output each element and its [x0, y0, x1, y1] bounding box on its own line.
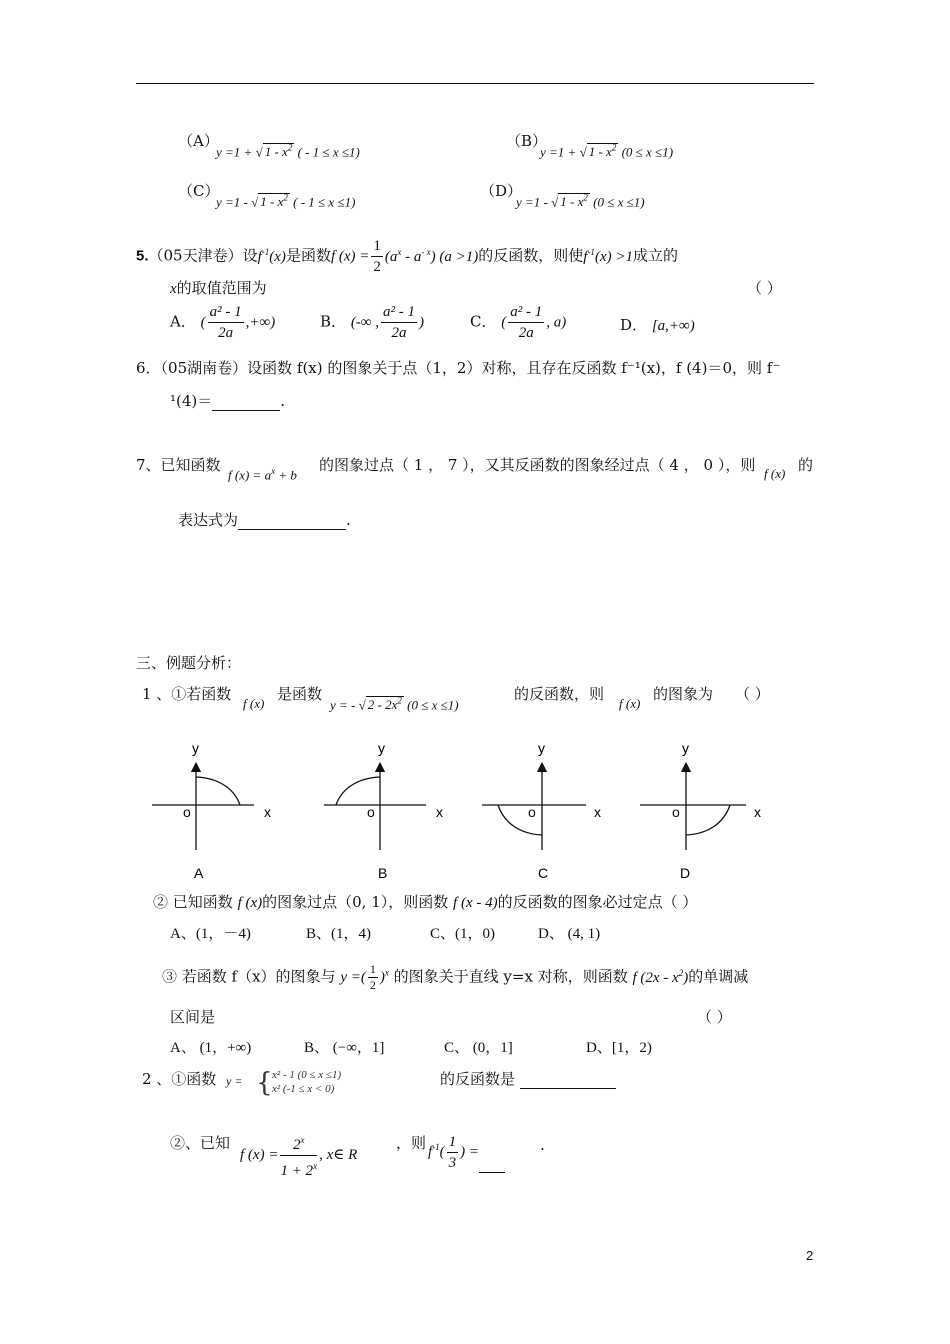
- q7-formula: [228, 466, 297, 483]
- q7-fx: f (x): [764, 466, 786, 481]
- q5-option-a: [170, 302, 275, 343]
- graph-label: B: [378, 865, 388, 881]
- fraction: [280, 1130, 317, 1181]
- pre: (: [439, 1143, 445, 1160]
- s3-q1-text2: 是函数: [277, 685, 323, 703]
- label: D．: [620, 316, 648, 334]
- domain: (0 ≤ x ≤1): [593, 194, 645, 210]
- radicand: 1 - x: [588, 144, 612, 160]
- formula: + b: [275, 467, 297, 483]
- var: x: [170, 281, 177, 297]
- option-label: （A）: [178, 132, 219, 150]
- s3-q22-formula: [240, 1130, 357, 1181]
- denominator: 2a: [391, 325, 407, 341]
- graph-d: [640, 740, 761, 881]
- sup: x: [384, 967, 389, 978]
- s3-q21-y: y =: [226, 1074, 243, 1088]
- graph-label: A: [194, 865, 204, 881]
- s3-q22-end: .: [540, 1136, 545, 1154]
- radicand: 1 - x: [560, 194, 584, 210]
- post: , a): [546, 314, 567, 331]
- domain: ( - 1 ≤ x ≤1): [297, 144, 360, 160]
- q7-line1: [136, 454, 221, 475]
- graph-c: [482, 740, 601, 881]
- question-number: 5.: [136, 247, 149, 265]
- radicand: 2 - 2x: [367, 697, 398, 713]
- s3-q3-line2: 区间是: [170, 1008, 216, 1026]
- text: 表达式为: [178, 511, 239, 529]
- radicand: 1 - x: [264, 144, 288, 160]
- numerator: 1: [369, 962, 376, 976]
- pre: (: [200, 314, 206, 331]
- formula: y =1 +: [540, 144, 580, 160]
- sup: -1: [587, 246, 595, 257]
- y-label: y: [378, 740, 385, 756]
- option-label: （B）: [506, 132, 548, 150]
- q4-option-a: [178, 130, 219, 151]
- domain: ( - 1 ≤ x ≤1): [293, 194, 356, 210]
- s3-q1-text4: 的图象为: [653, 685, 714, 703]
- answer-paren: （ ）: [747, 279, 782, 297]
- origin-label: o: [367, 804, 375, 820]
- x-label: x: [436, 804, 443, 820]
- s3-q22-text: ②、已知: [170, 1134, 231, 1152]
- formula: y =1 -: [216, 194, 252, 210]
- s3-q1-fx: f (x): [243, 696, 265, 711]
- q5-option-b: [320, 302, 424, 343]
- pre: (-∞ ,: [350, 314, 379, 331]
- formula: y = -: [330, 697, 359, 713]
- sup: - x: [421, 246, 431, 257]
- exp: 2: [583, 193, 588, 203]
- answer-blank[interactable]: [212, 394, 280, 411]
- label: A．: [170, 312, 196, 331]
- q5-option-d: [620, 314, 695, 335]
- s3-q1-text3: 的反函数，则: [514, 685, 605, 703]
- sup: 2: [678, 967, 684, 978]
- text: 的单调减: [688, 967, 749, 986]
- formula: ): [683, 969, 689, 986]
- exp: 2: [397, 696, 402, 706]
- q4-option-d-formula: y =1 - √ $1 - x^2$ (0 ≤ x ≤1): [516, 193, 645, 210]
- s3-q21-text: 2 、①函数: [142, 1070, 217, 1088]
- denominator: 1 + 2: [280, 1163, 314, 1179]
- s3-q2-option-a: A、(1，－4): [170, 926, 251, 942]
- formula: y =1 -: [516, 194, 552, 210]
- fx: f (x): [237, 895, 263, 911]
- q4-option-a-formula: y =1 + √ $1 - x^2$ ( - 1 ≤ x ≤1): [216, 143, 360, 160]
- origin-label: o: [183, 804, 191, 820]
- radicand: 1 - x: [260, 194, 284, 210]
- q4-option-c-formula: y =1 - √ $1 - x^2$ ( - 1 ≤ x ≤1): [216, 193, 356, 210]
- s3-q21-case1: x² - 1 (0 ≤ x ≤1): [272, 1069, 342, 1081]
- origin-label: o: [528, 804, 536, 820]
- text: 的反函数，则使: [478, 246, 584, 265]
- end: .: [280, 392, 286, 410]
- third-fraction: [447, 1132, 459, 1173]
- post: ): [419, 314, 424, 331]
- numerator: a² - 1: [381, 302, 417, 323]
- s3-q21-case2: x² (-1 ≤ x < 0): [272, 1083, 335, 1095]
- answer-blank[interactable]: [479, 1156, 505, 1173]
- half-fraction: [368, 962, 378, 993]
- formula: y =(: [340, 969, 366, 986]
- y-label: y: [192, 740, 199, 756]
- x-label: x: [754, 804, 761, 820]
- f: f: [428, 1143, 433, 1160]
- text: 的取值范围为: [176, 279, 267, 297]
- formula: ): [379, 969, 385, 986]
- q6-line1: 6．（05湖南卷）设函数 f(x) 的图象关于点（1，2）对称，且存在反函数 f⁻¹(x)，f (4)＝0，则 f⁻: [136, 359, 781, 377]
- origin-label: o: [672, 804, 680, 820]
- post: ) =: [460, 1143, 480, 1160]
- s3-q3-option-d: D、[1，2): [586, 1040, 652, 1056]
- exp: 2: [611, 143, 617, 153]
- q4-option-b-formula: y =1 + √ $1 - x^2$ (0 ≤ x ≤1): [540, 143, 674, 160]
- s3-q3-line: [162, 962, 748, 993]
- text: 是函数: [285, 246, 331, 265]
- q7-text-end: 的: [798, 456, 814, 474]
- q7-line2: [178, 509, 351, 530]
- s3-q3-option-b: B、 (−∞，1]: [304, 1040, 385, 1056]
- y-label: y: [682, 740, 689, 756]
- page-number: 2: [806, 1248, 814, 1263]
- header-rule: [136, 83, 814, 84]
- sup: x: [397, 246, 402, 257]
- label: C．: [470, 312, 497, 331]
- q5-line2: [170, 277, 267, 298]
- text: （05天津卷）设: [148, 246, 258, 265]
- formula: - a: [401, 248, 422, 265]
- tail: , x∈ R: [319, 1146, 358, 1163]
- s3-q1-fx2: f (x): [619, 696, 641, 711]
- sup: x: [300, 1135, 305, 1145]
- x-label: x: [594, 804, 601, 820]
- graph-label: D: [680, 865, 691, 881]
- numerator: 1: [447, 1132, 459, 1153]
- answer-blank[interactable]: [520, 1072, 616, 1089]
- curve: [686, 805, 730, 835]
- formula: f (x) =: [330, 248, 370, 265]
- q6-line2: [170, 390, 285, 411]
- q5-option-c: [470, 302, 566, 343]
- s3-q2-option-c: C、(1，0): [430, 926, 495, 942]
- sup: x: [271, 466, 276, 476]
- fraction: [208, 302, 244, 343]
- post: ,+∞): [245, 314, 276, 331]
- f: f: [257, 248, 262, 265]
- answer-paren: （ ）: [697, 1008, 732, 1026]
- graph-a: [152, 740, 271, 881]
- s3-q1-formula: y = - √ $2 - 2x^2$ (0 ≤ x ≤1): [330, 696, 459, 713]
- q5-line1: 5.（05天津卷）设$f^{-1}(x)$是函数f (x) = $\frac{1}{2}$ $(a^x - a^{- x})$ (a >1)的反函数，则使$f^{-1}(x) >1$成立的: [136, 238, 678, 275]
- exp: 2: [283, 193, 288, 203]
- graph-b: [324, 740, 443, 881]
- text: ② 已知函数: [153, 893, 233, 911]
- pre: (: [501, 314, 507, 331]
- formula: f (x) =: [240, 1146, 279, 1163]
- numerator: a² - 1: [208, 302, 244, 323]
- sup: x: [313, 1161, 318, 1171]
- answer-blank[interactable]: [238, 513, 346, 530]
- numerator: a² - 1: [508, 302, 544, 323]
- text: 的反函数的图象必过定点（ ）: [497, 893, 698, 911]
- text: 的图象关于直线 y=x 对称，则函数: [393, 967, 628, 986]
- formula: (a: [384, 248, 398, 265]
- text: 的反函数是: [440, 1070, 516, 1088]
- numerator: 2: [293, 1137, 301, 1153]
- arg: (x): [269, 248, 286, 265]
- s3-q2-line: [153, 891, 697, 912]
- formula: ) (a >1): [430, 248, 479, 265]
- curve: [336, 777, 380, 805]
- label: B．: [320, 312, 347, 331]
- s3-q22-finv: [428, 1132, 505, 1173]
- graphs-figure: [136, 735, 776, 885]
- s3-q1-text: 1 、①若函数: [142, 685, 232, 703]
- formula: (x) >1: [594, 248, 633, 265]
- formula: f (2x - x: [632, 969, 679, 986]
- formula: y =1 +: [216, 144, 256, 160]
- s3-q2-option-d: D、 (4, 1): [538, 926, 601, 942]
- q4-option-c: [178, 180, 219, 201]
- option-label: （C）: [178, 182, 220, 200]
- end: .: [346, 511, 351, 529]
- fraction: [508, 302, 544, 343]
- post: [a,+∞): [651, 318, 695, 334]
- s3-q21-answer: [440, 1068, 616, 1089]
- sup: -1: [432, 1141, 440, 1152]
- s3-q2-option-b: B、(1，4): [306, 926, 371, 942]
- denominator: 2a: [218, 325, 234, 341]
- q7-text: 的图象过点（ 1 ， 7 ），又其反函数的图象经过点（ 4 ， 0 ），则: [319, 456, 756, 474]
- s3-q3-option-c: C、 (0，1]: [444, 1040, 513, 1056]
- domain: (0 ≤ x ≤1): [407, 697, 459, 713]
- formula: f (x) = a: [228, 467, 272, 483]
- option-label: （D）: [480, 182, 523, 200]
- answer-paren: （ ）: [735, 685, 770, 703]
- s3-q22-text2: ，则: [396, 1134, 427, 1152]
- half-fraction: [371, 236, 383, 277]
- exp: 2: [287, 143, 293, 153]
- x-label: x: [264, 804, 271, 820]
- y-label: y: [538, 740, 545, 756]
- denominator: 2: [369, 978, 376, 992]
- denominator: 3: [448, 1155, 457, 1171]
- text: 的图象过点（0, 1），则函数: [262, 893, 449, 911]
- fraction: [381, 302, 417, 343]
- s3-q3-option-a: A、 (1，+∞): [170, 1040, 252, 1056]
- sup: -1: [261, 246, 270, 257]
- curve: [196, 777, 240, 805]
- denominator: 2: [373, 259, 381, 275]
- fx4: f (x - 4): [453, 895, 498, 911]
- brace-icon: {: [256, 1068, 273, 1098]
- graph-label: C: [538, 865, 549, 881]
- denominator: 2a: [518, 325, 534, 341]
- text: ③ 若函数 f（x）的图象与: [162, 967, 336, 986]
- domain: (0 ≤ x ≤1): [621, 144, 674, 160]
- numerator: 1: [371, 236, 383, 257]
- text: ¹(4)＝: [170, 392, 213, 410]
- section-title: 三、例题分析：: [136, 654, 242, 672]
- text: 7、已知函数: [136, 456, 221, 474]
- text: 成立的: [632, 246, 678, 265]
